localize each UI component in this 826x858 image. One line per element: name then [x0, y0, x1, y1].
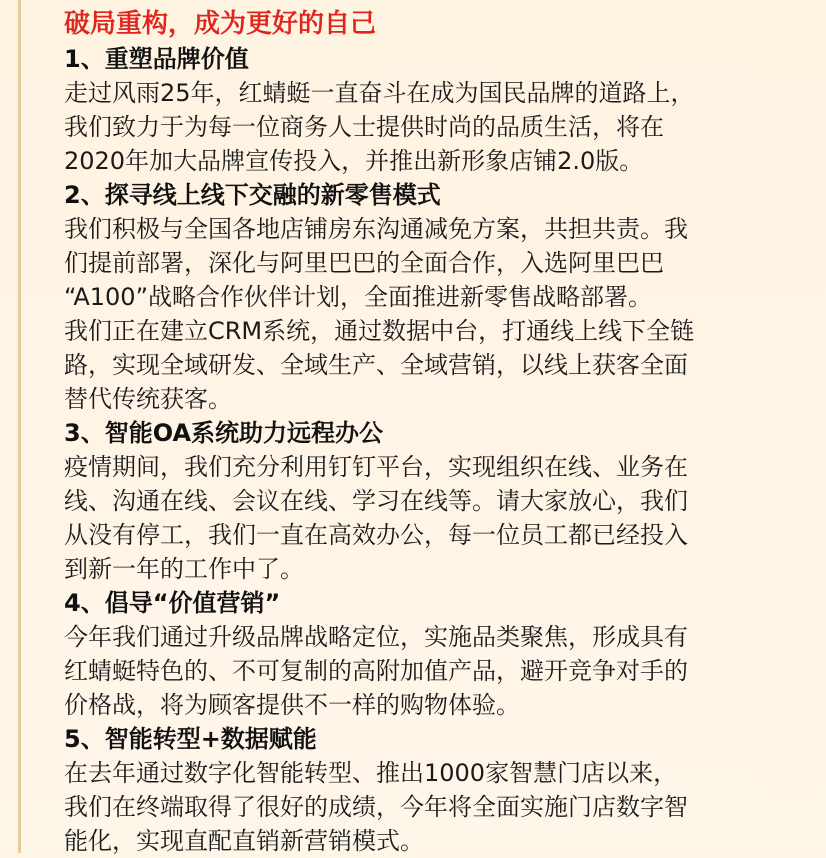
- paragraph-line: “A100”战略合作伙伴计划，全面推进新零售战略部署。: [64, 283, 652, 311]
- paragraph-line: 我们致力于为每一位商务人士提供时尚的品质生活，将在: [64, 113, 664, 141]
- section-title: 3、智能OA系统助力远程办公: [64, 419, 384, 447]
- section-4: [64, 586, 816, 722]
- paragraph-line: 我们在终端取得了很好的成绩，今年将全面实施门店数字智: [64, 793, 688, 821]
- paragraph-line: 走过风雨25年，红蜻蜓一直奋斗在成为国民品牌的道路上，: [64, 79, 695, 107]
- paragraph-line: 从没有停工，我们一直在高效办公，每一位员工都已经投入: [64, 521, 688, 549]
- section-title: 5、智能转型+数据赋能: [64, 725, 317, 753]
- paragraph-line: 2020年加大品牌宣传投入，并推出新形象店铺2.0版。: [64, 147, 644, 175]
- paragraph-line: 红蜻蜓特色的、不可复制的高附加值产品，避开竞争对手的: [64, 657, 688, 685]
- paragraph-line: 替代传统获客。: [64, 385, 232, 413]
- paragraph-line: 价格战，将为顾客提供不一样的购物体验。: [64, 691, 520, 719]
- section-title: 1、重塑品牌价值: [64, 45, 249, 73]
- left-border: [18, 0, 21, 853]
- section-1: [64, 42, 816, 178]
- paragraph-line: 到新一年的工作中了。: [64, 555, 304, 583]
- paragraph-line: 我们正在建立CRM系统，通过数据中台，打通线上线下全链: [64, 317, 695, 345]
- paragraph-line: 我们积极与全国各地店铺房东沟通减免方案，共担共责。我: [64, 215, 688, 243]
- section-title: 2、探寻线上线下交融的新零售模式: [64, 181, 441, 209]
- paragraph-line: 们提前部署，深化与阿里巴巴的全面合作，入选阿里巴巴: [64, 249, 664, 277]
- paragraph-line: 路，实现全域研发、全域生产、全域营销，以线上获客全面: [64, 351, 688, 379]
- section-5: [64, 722, 816, 858]
- paragraph-line: 在去年通过数字化智能转型、推出1000家智慧门店以来，: [64, 759, 678, 787]
- paragraph-line: 疫情期间，我们充分利用钉钉平台，实现组织在线、业务在: [64, 453, 688, 481]
- section-title: 4、倡导“价值营销”: [64, 589, 281, 617]
- paragraph-line: 线、沟通在线、会议在线、学习在线等。请大家放心，我们: [64, 487, 688, 515]
- paragraph-line: 能化，实现直配直销新营销模式。: [64, 827, 424, 855]
- section-2: [64, 178, 816, 416]
- section-3: [64, 416, 816, 586]
- paragraph-line: 今年我们通过升级品牌战略定位，实施品类聚焦，形成具有: [64, 623, 688, 651]
- article-heading: 破局重构，成为更好的自己: [64, 9, 377, 39]
